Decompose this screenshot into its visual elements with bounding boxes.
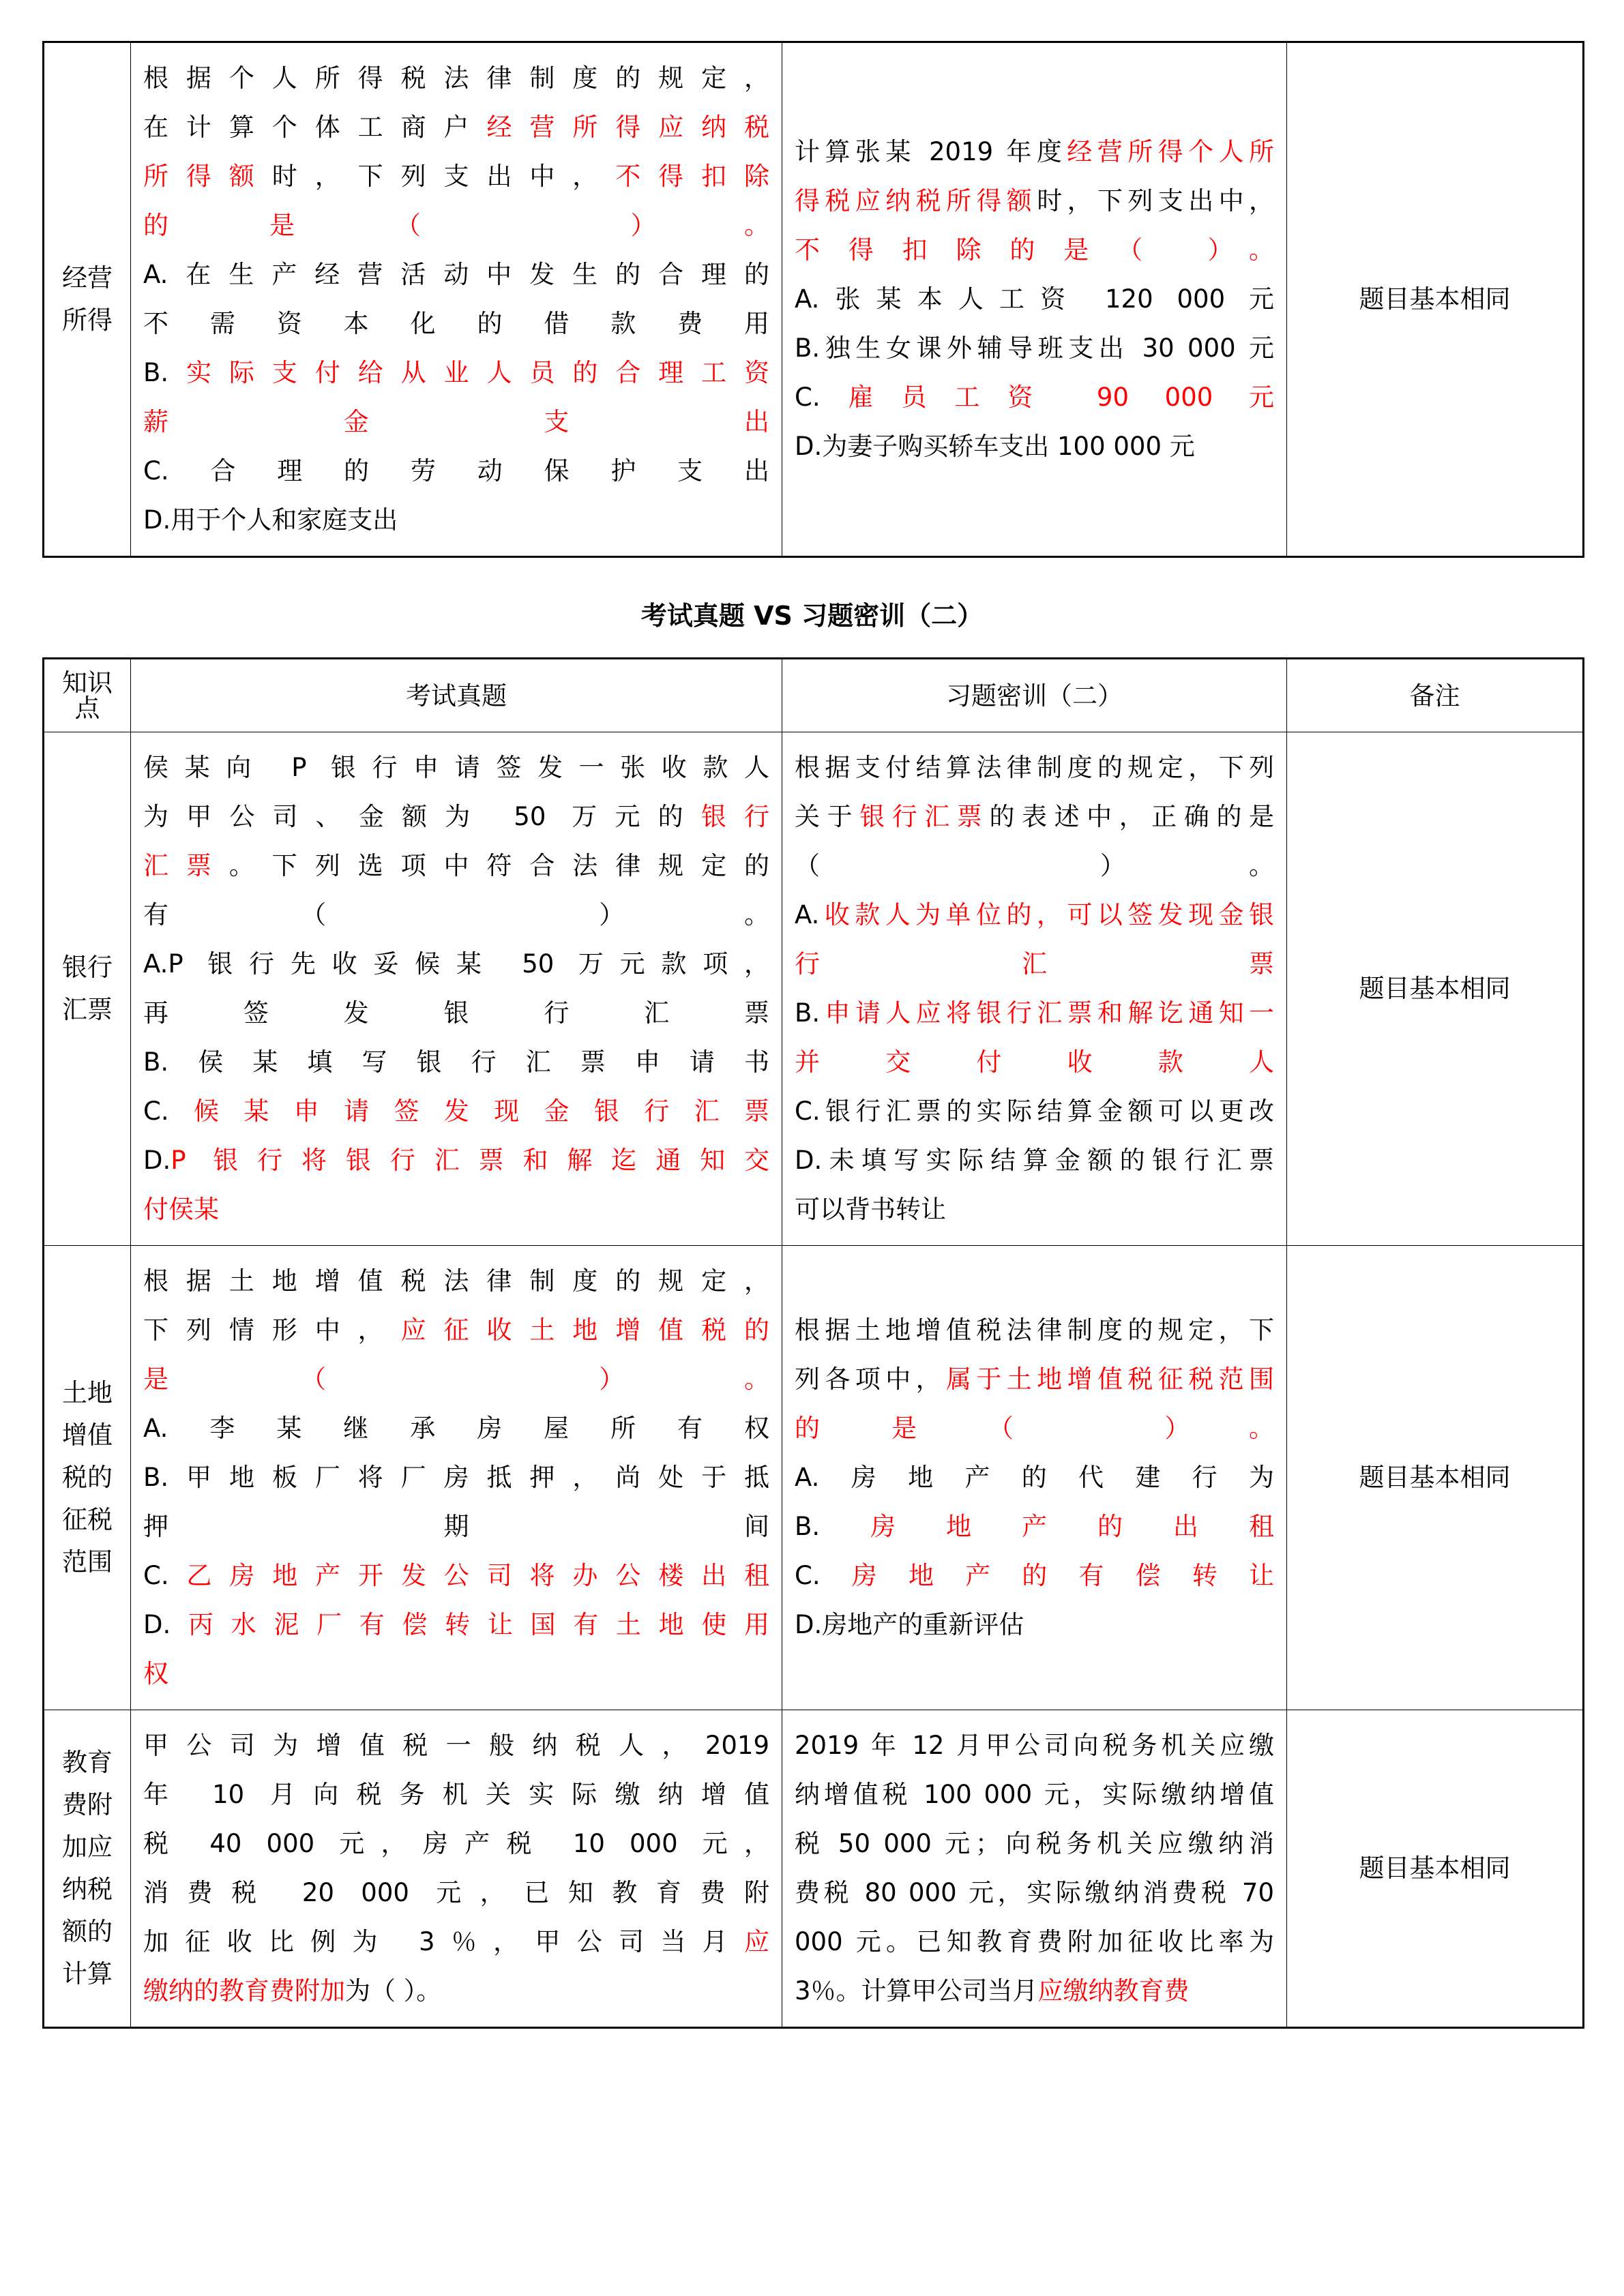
question-line [795,1087,1274,1136]
question-line [143,1257,769,1306]
plain-text: A.李某继承房屋所有权 [143,1414,769,1443]
exam-question-text [143,1257,769,1699]
plain-text: 根据土地增值税法律制度的规定，下 [795,1315,1274,1345]
question-line [143,398,769,447]
question-line [143,841,769,891]
plain-text: 不需资本化的借款费用 [143,309,769,338]
highlight-text: 薪金支出 [143,407,769,436]
highlight-text: 行汇票 [795,949,1274,979]
plain-text: 2019 年 12 月甲公司向税务机关应缴 [795,1731,1274,1760]
note-label: 题目基本相同 [1359,284,1511,314]
drill-question-text [795,1721,1274,2016]
table-header-row [44,659,1584,732]
drill-question-cell [782,1246,1287,1710]
question-line [143,743,769,792]
question-line [143,1136,769,1185]
question-line [795,1918,1274,1967]
text-line: 经营所得 [62,263,113,335]
question-line [795,275,1274,324]
exam-question-text [143,743,769,1234]
title-gap [0,629,1624,657]
top-spacer [0,0,1624,41]
question-line [143,201,769,250]
knowledge-point-cell [44,1246,131,1710]
table-row [44,732,1584,1246]
highlight-text: 并交付收款人 [795,1047,1274,1077]
highlight-text: 雇员工资 90 000 元 [820,383,1274,412]
plain-text: 。下列选项中符合法律规定的 [228,851,770,880]
plain-text: 根据个人所得税法律制度的规定， [143,63,769,93]
question-line [795,226,1274,275]
highlight-text: 得税应纳税所得额 [795,186,1037,215]
comparison-table-two [42,657,1584,2029]
question-line [795,177,1274,226]
text-line: 征税范围 [62,1505,113,1577]
note-label: 题目基本相同 [1359,1853,1511,1883]
highlight-text: 的是（ ）。 [795,1414,1274,1443]
text-line: 土地增值税的 [62,1378,113,1492]
question-line [143,792,769,841]
highlight-text: 缴纳的教育费附加 [143,1976,345,2006]
plain-text: 年 10 月向税务机关实际缴纳增值 [143,1780,769,1809]
plain-text: 下列情形中， [143,1315,401,1345]
question-line [143,447,769,496]
note-cell [1287,1710,1584,2028]
question-line [795,1502,1274,1551]
highlight-text: 房地产的有偿转让 [820,1561,1274,1590]
plain-text: A. [795,900,820,929]
highlight-text: 房地产的出租 [820,1512,1274,1541]
question-line [143,348,769,398]
question-line [795,1868,1274,1918]
highlight-text: 经营所得应纳税 [486,113,770,142]
question-line [795,1306,1274,1355]
plain-text: 时，下列支出中， [1037,186,1275,215]
plain-text: B.甲地板厂将厂房抵押，尚处于抵 [143,1463,769,1492]
question-line [143,1453,769,1502]
note-cell [1287,42,1584,557]
highlight-text: 汇票 [143,851,229,880]
plain-text: B.侯某填写银行汇票申请书 [143,1047,769,1077]
question-line [795,1185,1274,1234]
question-line [143,1185,769,1234]
highlight-text: P 银行将银行汇票和解迄通知交 [171,1146,769,1175]
header-knowledge-point: 知识点 [44,659,131,732]
highlight-text: 不得扣除 [615,162,770,191]
plain-text: A.房地产的代建行为 [795,1463,1274,1492]
plain-text: C. [143,1097,169,1126]
plain-text: 时，下列支出中， [271,162,616,191]
question-line [795,1038,1274,1087]
plain-text: 3％。计算甲公司当月 [795,1976,1038,2006]
plain-text: 根据支付结算法律制度的规定，下列 [795,753,1274,782]
question-line [795,940,1274,989]
highlight-text: 应征收土地增值税的 [400,1315,770,1345]
plain-text: B. [795,1512,821,1541]
table-row [44,1710,1584,2028]
plain-text: 消费税 20 000 元，已知教育费附 [143,1878,769,1907]
comparison-table-one [42,41,1584,558]
question-line [795,324,1274,373]
plain-text: 可以背书转让 [795,1195,946,1224]
plain-text: C.合理的劳动保护支出 [143,456,769,486]
table-two-head [44,659,1584,732]
plain-text: D. [143,1610,171,1639]
drill-question-cell [782,42,1287,557]
header-exam: 考试真题 [131,659,782,732]
question-line [795,1453,1274,1502]
plain-text: 税 50 000 元；向税务机关应缴纳消 [795,1829,1274,1858]
plain-text: D.房地产的重新评估 [795,1610,1024,1639]
drill-question-cell [782,1710,1287,2028]
question-line [143,152,769,201]
question-line [795,841,1274,891]
question-line [143,1404,769,1453]
question-line [795,743,1274,792]
question-line [143,54,769,103]
question-line [143,1306,769,1355]
plain-text: 计算张某 2019 年度 [795,137,1067,166]
question-line [143,1650,769,1699]
question-line [143,1868,769,1918]
exam-question-cell [131,1246,782,1710]
table-gap [0,558,1624,603]
highlight-text: 经营所得个人所 [1067,137,1275,166]
text-line: 纳税额的计算 [62,1875,113,1988]
exam-question-cell [131,42,782,557]
plain-text: D.用于个人和家庭支出 [143,505,398,535]
question-line [795,1770,1274,1819]
drill-question-text [795,128,1274,471]
plain-text: 再签发银行汇票 [143,998,769,1028]
drill-question-text [795,743,1274,1234]
question-line [143,1819,769,1868]
highlight-text: 所得额 [143,162,272,191]
plain-text: 在计算个体工商户 [143,113,487,142]
plain-text: C.银行汇票的实际结算金额可以更改 [795,1097,1274,1126]
question-line [143,250,769,299]
plain-text: 税 40 000 元，房产税 10 000 元， [143,1829,769,1858]
plain-text: D.未填写实际结算金额的银行汇票 [795,1146,1274,1175]
question-line [795,1136,1274,1185]
question-line [795,1355,1274,1404]
drill-question-cell [782,732,1287,1246]
highlight-text: 权 [143,1659,168,1688]
question-line [143,496,769,545]
note-cell [1287,1246,1584,1710]
question-line [143,103,769,152]
question-line [143,1087,769,1136]
knowledge-point-label [57,946,118,1031]
plain-text: C. [795,383,821,412]
text-line: 银行汇票 [62,953,113,1024]
plain-text: 000 元。已知教育费附加征收比率为 [795,1927,1274,1956]
page-title: 考试真题 VS 习题密训（二） [640,601,984,631]
highlight-text: 应缴纳教育费 [1037,1976,1190,2006]
plain-text: 为（ ）。 [345,1976,442,2006]
plain-text: 纳增值税 100 000 元，实际缴纳增值 [795,1780,1274,1809]
plain-text: 关于 [795,802,860,831]
highlight-text: 不得扣除的是（ ）。 [795,235,1274,265]
plain-text: B. [143,358,169,387]
question-line [143,989,769,1038]
question-line [795,128,1274,177]
plain-text: C. [143,1561,169,1590]
question-line [143,1600,769,1650]
plain-text: B. [795,998,821,1028]
plain-text: A.P 银行先收妥候某 50 万元款项， [143,949,769,979]
header-drill: 习题密训（二） [782,659,1287,732]
plain-text: 根据土地增值税法律制度的规定， [143,1266,769,1296]
question-line [143,1770,769,1819]
question-line [795,1600,1274,1650]
highlight-text: 实际支付给从业人员的合理工资 [168,358,769,387]
question-line [795,891,1274,940]
question-line [143,299,769,348]
question-line [143,1355,769,1404]
knowledge-point-cell [44,42,131,557]
knowledge-point-cell [44,1710,131,2028]
question-line [795,792,1274,841]
plain-text: A.在生产经营活动中发生的合理的 [143,260,769,289]
header-note: 备注 [1287,659,1584,732]
plain-text: 的表述中，正确的是 [989,802,1275,831]
highlight-text: 属于土地增值税征税范围 [946,1365,1274,1394]
plain-text: 为甲公司、金额为 50 万元的 [143,802,701,831]
highlight-text: 应 [744,1927,769,1956]
question-line [795,1721,1274,1770]
question-line [795,989,1274,1038]
question-line [795,373,1274,422]
plain-text: C. [795,1561,821,1590]
exam-question-text [143,54,769,545]
exam-question-text [143,1721,769,2016]
knowledge-point-label [57,257,118,342]
exam-question-cell [131,1710,782,2028]
table-two-body [44,732,1584,2028]
question-line [795,422,1274,471]
plain-text: 押期间 [143,1512,769,1541]
knowledge-point-label [57,1372,118,1583]
table-one-body [44,42,1584,557]
plain-text: A.张某本人工资 120 000 元 [795,284,1274,314]
question-line [795,1819,1274,1868]
highlight-text: 付侯某 [143,1195,219,1224]
plain-text: 有（ ）。 [143,900,769,929]
question-line [143,1918,769,1967]
question-line [143,1551,769,1600]
plain-text: 侯某向 P 银行申请签发一张收款人 [143,753,769,782]
question-line [795,1967,1274,2016]
highlight-text: 乙房地产开发公司将办公楼出租 [168,1561,769,1590]
question-line [143,1721,769,1770]
note-cell [1287,732,1584,1246]
plain-text: D.为妻子购买轿车支出 100 000 元 [795,432,1195,461]
table-row [44,1246,1584,1710]
knowledge-point-label [57,1742,118,1995]
question-line [143,1967,769,2016]
highlight-text: 的是（ ）。 [143,211,769,240]
question-line [143,940,769,989]
plain-text: 列各项中， [795,1365,946,1394]
table-row [44,42,1584,557]
plain-text: B.独生女课外辅导班支出 30 000 元 [795,333,1274,363]
highlight-text: 收款人为单位的，可以签发现金银 [819,900,1274,929]
question-line [795,1404,1274,1453]
highlight-text: 是（ ）。 [143,1365,769,1394]
plain-text: D. [143,1146,171,1175]
question-line [143,1038,769,1087]
plain-text: （ ）。 [795,851,1274,880]
question-line [143,1502,769,1551]
exam-question-cell [131,732,782,1246]
text-line: 教育费附加应 [62,1748,113,1862]
plain-text: 加征收比例为 3％，甲公司当月 [143,1927,744,1956]
drill-question-text [795,1306,1274,1650]
highlight-text: 丙水泥厂有偿转让国有土地使用 [171,1610,769,1639]
highlight-text: 申请人应将银行汇票和解讫通知一 [820,998,1274,1028]
note-label: 题目基本相同 [1359,974,1511,1003]
question-line [143,891,769,940]
highlight-text: 银行 [700,802,769,831]
highlight-text: 银行汇票 [859,802,990,831]
plain-text: 甲公司为增值税一般纳税人，2019 [143,1731,769,1760]
plain-text: 费税 80 000 元，实际缴纳消费税 70 [795,1878,1274,1907]
note-label: 题目基本相同 [1359,1463,1511,1492]
knowledge-point-cell [44,732,131,1246]
question-line [795,1551,1274,1600]
highlight-text: 候某申请签发现金银行汇票 [168,1097,769,1126]
